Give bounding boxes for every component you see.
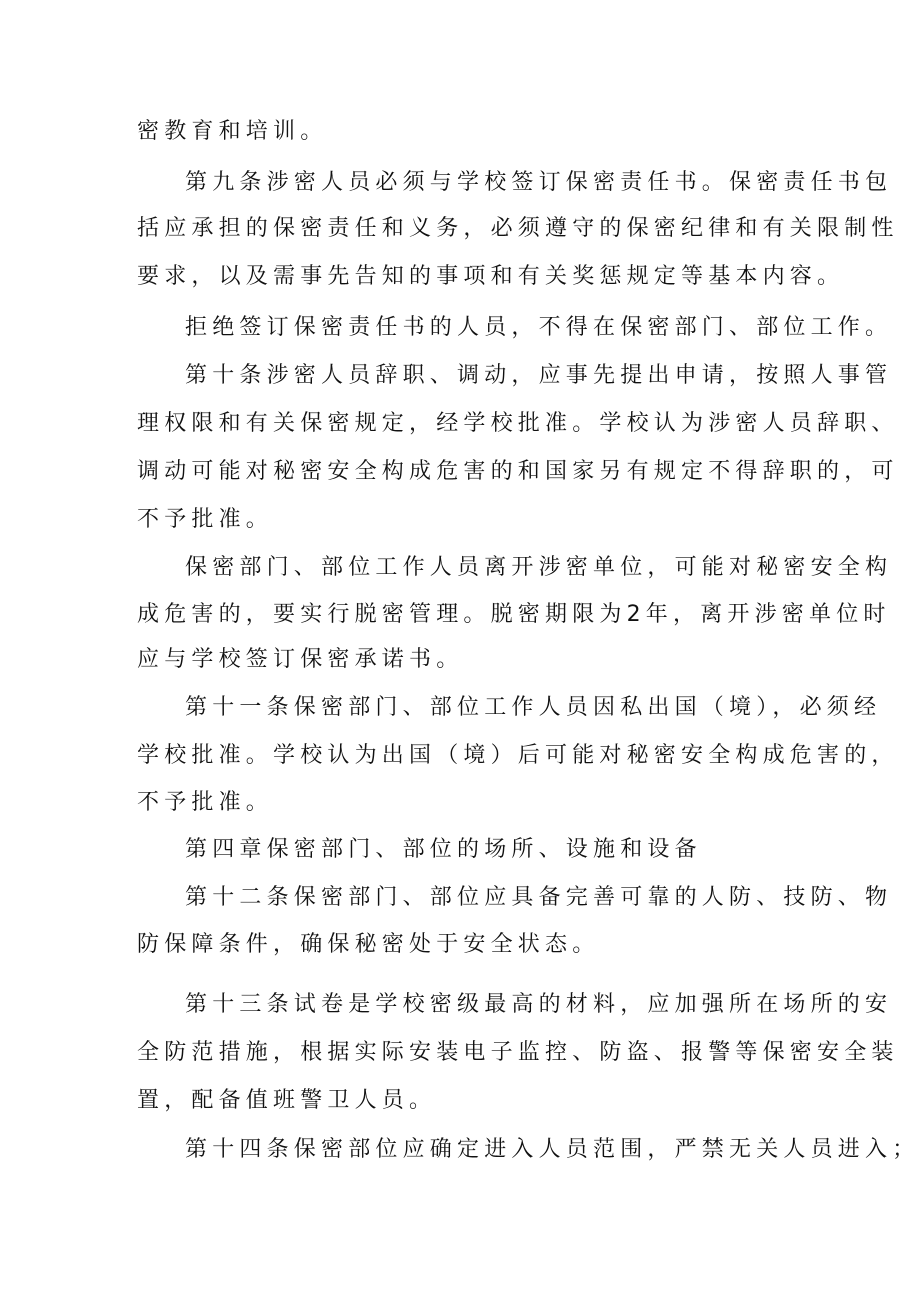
- text-line: 防保障条件，确保秘密处于安全状态。: [137, 932, 600, 957]
- text-line: 全防范措施，根据实际安装电子监控、防盗、报警等保密安全装: [137, 1040, 899, 1065]
- text-line: 要求，以及需事先告知的事项和有关奖惩规定等基本内容。: [137, 264, 845, 289]
- text-line: 置，配备值班警卫人员。: [137, 1088, 437, 1113]
- article-9-line: 第九条涉密人员必须与学校签订保密责任书。保密责任书包: [185, 170, 893, 195]
- text-line: 括应承担的保密责任和义务，必须遵守的保密纪律和有关限制性: [137, 216, 899, 241]
- paragraph-line: 保密部门、部位工作人员离开涉密单位，可能对秘密安全构: [185, 555, 893, 580]
- article-10-line: 第十条涉密人员辞职、调动，应事先提出申请，按照人事管: [185, 363, 893, 388]
- text-line: 不予批准。: [137, 790, 274, 815]
- article-14-line: 第十四条保密部位应确定进入人员范围，严禁无关人员进入；: [185, 1137, 920, 1162]
- text-line: 不予批准。: [137, 507, 274, 532]
- article-13-line: 第十三条试卷是学校密级最高的材料，应加强所在场所的安: [185, 992, 893, 1017]
- article-11-line: 第十一条保密部门、部位工作人员因私出国（境），必须经: [185, 695, 882, 720]
- text-line: 调动可能对秘密安全构成危害的和国家另有规定不得辞职的，可: [137, 459, 899, 484]
- paragraph-line: 拒绝签订保密责任书的人员，不得在保密部门、部位工作。: [185, 315, 893, 340]
- chapter-heading: 第四章保密部门、部位的场所、设施和设备: [185, 837, 702, 862]
- text-line: 成危害的，要实行脱密管理。脱密期限为2年，离开涉密单位时: [137, 602, 891, 627]
- text-line: 学校批准。学校认为出国（境）后可能对秘密安全构成危害的，: [137, 743, 899, 768]
- text-line: 密教育和培训。: [137, 119, 328, 144]
- text-line: 应与学校签订保密承诺书。: [137, 647, 464, 672]
- text-line: 理权限和有关保密规定，经学校批准。学校认为涉密人员辞职、: [137, 411, 899, 436]
- article-12-line: 第十二条保密部门、部位应具备完善可靠的人防、技防、物: [185, 885, 893, 910]
